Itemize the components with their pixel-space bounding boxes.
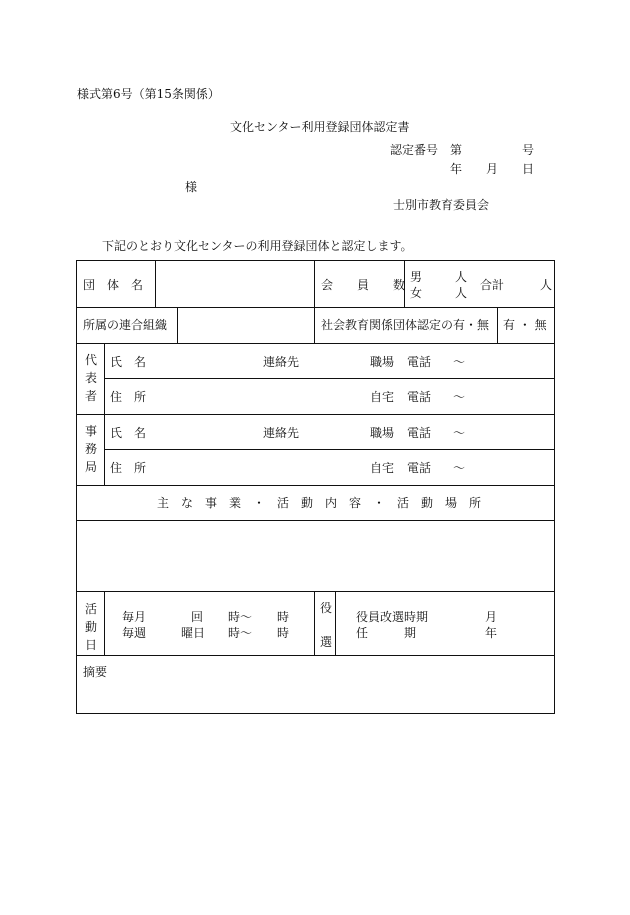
row-divider (77, 655, 554, 656)
cert-number-label: 認定番号 (390, 143, 439, 157)
col-divider (177, 307, 178, 343)
col-divider (104, 343, 105, 485)
row-divider (104, 378, 554, 379)
office-label: 事 務 局 (85, 424, 98, 474)
activities-header: 主 な 事 業 ・ 活 動 内 容 ・ 活 動 場 所 (157, 496, 482, 510)
office-home-label: 自宅 (370, 461, 395, 475)
remarks-label: 摘要 (83, 665, 108, 679)
total-unit: 人 (540, 278, 553, 292)
weekly-weekday: 曜日 (181, 626, 206, 640)
election-month: 月 (485, 610, 498, 624)
office-contact-label: 連絡先 (263, 426, 300, 440)
members-label: 会 員 数 (321, 278, 406, 292)
col-divider (314, 591, 315, 655)
social-edu-label: 社会教育関係団体認定の有・無 (321, 318, 490, 332)
office-address-label: 住 所 (110, 461, 147, 475)
weekly-label: 毎週 (122, 626, 147, 640)
row-divider (77, 343, 554, 344)
row-divider (77, 414, 554, 415)
office-home-tilde: 〜 (453, 461, 466, 475)
weekly-hour: 時 (277, 626, 290, 640)
monthly-from-hour: 時〜 (228, 610, 253, 624)
rep-contact-label: 連絡先 (263, 355, 300, 369)
rep-work-label: 職場 (370, 355, 395, 369)
date-day: 日 (522, 162, 535, 176)
row-divider (104, 449, 554, 450)
rep-work-tilde: 〜 (453, 355, 466, 369)
rep-work-phone-label: 電話 (407, 355, 432, 369)
term-year: 年 (485, 626, 498, 640)
monthly-times: 回 (191, 610, 204, 624)
form-number: 様式第6号（第15条関係） (77, 87, 220, 101)
col-divider (497, 307, 498, 343)
org-name-label: 団 体 名 (83, 278, 144, 292)
male-label: 男 (410, 270, 423, 284)
activity-days-label: 活 動 日 (85, 602, 98, 652)
female-unit: 人 (455, 286, 468, 300)
office-work-phone-label: 電話 (407, 426, 432, 440)
monthly-label: 毎月 (122, 610, 147, 624)
office-work-label: 職場 (370, 426, 395, 440)
weekly-from-hour: 時〜 (228, 626, 253, 640)
addressee-honorific: 様 (185, 180, 198, 194)
officers-label: 役 選 (320, 601, 333, 649)
col-divider (314, 261, 315, 307)
date-year: 年 (450, 162, 463, 176)
statement: 下記のとおり文化センターの利用登録団体と認定します。 (102, 239, 413, 253)
male-unit: 人 (455, 270, 468, 284)
row-divider (77, 485, 554, 486)
office-home-phone-label: 電話 (407, 461, 432, 475)
office-name-label: 氏 名 (110, 426, 147, 440)
representative-label: 代 表 者 (85, 353, 98, 403)
officer-election-label: 役員改選時期 (356, 610, 429, 624)
date-month: 月 (486, 162, 499, 176)
female-label: 女 (410, 286, 423, 300)
monthly-hour: 時 (277, 610, 290, 624)
col-divider (155, 261, 156, 307)
rep-name-label: 氏 名 (110, 355, 147, 369)
yes-no-choice: 有 ・ 無 (503, 318, 547, 332)
row-divider (77, 591, 554, 592)
row-divider (77, 307, 554, 308)
rep-home-phone-label: 電話 (407, 390, 432, 404)
rep-address-label: 住 所 (110, 390, 147, 404)
certificate-table (76, 260, 555, 714)
issuer: 士別市教育委員会 (393, 198, 490, 212)
total-label: 合計 (480, 278, 505, 292)
rep-home-tilde: 〜 (453, 390, 466, 404)
col-divider (335, 591, 336, 655)
document-title: 文化センター利用登録団体認定書 (230, 120, 410, 134)
cert-number-dai: 第 (450, 143, 463, 157)
rep-home-label: 自宅 (370, 390, 395, 404)
office-work-tilde: 〜 (453, 426, 466, 440)
col-divider (314, 307, 315, 343)
cert-number-go: 号 (522, 143, 535, 157)
term-label: 任 期 (356, 626, 417, 640)
affiliation-label: 所属の連合組織 (83, 318, 168, 332)
col-divider (104, 591, 105, 655)
row-divider (77, 520, 554, 521)
